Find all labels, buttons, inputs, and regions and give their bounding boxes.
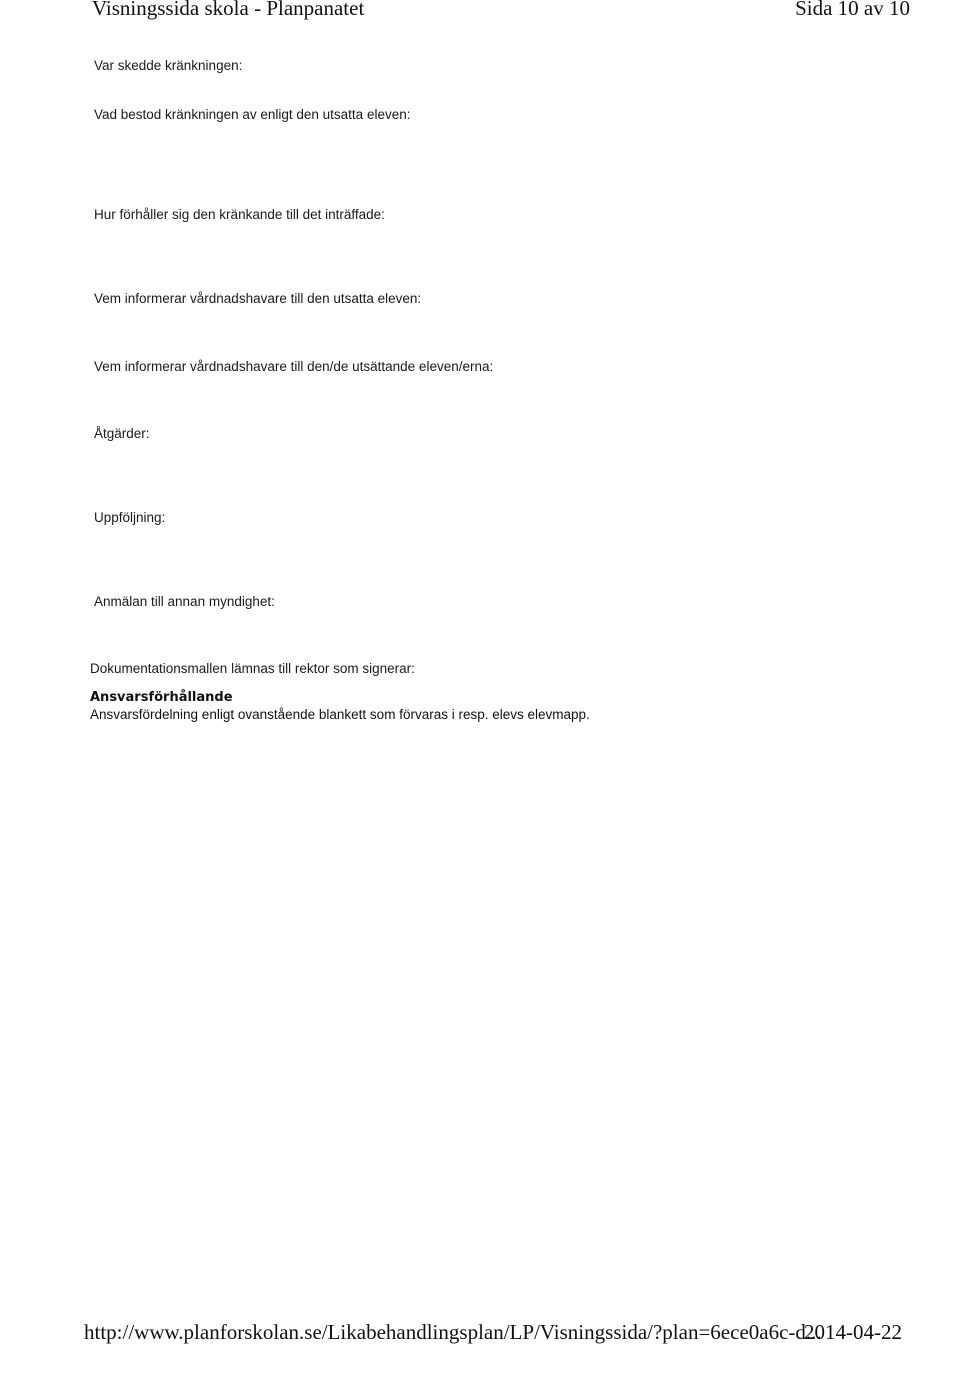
field-label-hur-forhaller: Hur förhåller sig den kränkande till det inträffade: xyxy=(94,207,385,222)
section-title-ansvarsforhallande: Ansvarsförhållande xyxy=(90,690,233,705)
field-label-vem-informerar-utsatta: Vem informerar vårdnadshavare till den utsatta eleven: xyxy=(94,291,422,306)
field-label-vad-bestod: Vad bestod kränkningen av enligt den utsatta eleven: xyxy=(94,107,411,122)
field-label-var-skedde: Var skedde kränkningen: xyxy=(94,58,243,73)
print-header-title: Visningssida skola - Planpanatet xyxy=(92,0,365,20)
print-footer-date: 2014-04-22 xyxy=(804,1320,902,1344)
field-label-anmalan: Anmälan till annan myndighet: xyxy=(94,594,275,609)
field-label-vem-informerar-utsattande: Vem informerar vårdnadshavare till den/de utsättande eleven/erna: xyxy=(94,359,494,374)
print-header-page-number: Sida 10 av 10 xyxy=(795,0,910,20)
field-label-uppfoljning: Uppföljning: xyxy=(94,510,166,525)
print-footer-url: http://www.planforskolan.se/Likabehandlingsplan/LP/Visningssida/?plan=6ece0a6c-d... xyxy=(84,1320,822,1344)
section-text-ansvarsfordelning: Ansvarsfördelning enligt ovanstående blankett som förvaras i resp. elevs elevmapp. xyxy=(90,707,590,722)
field-label-atgarder: Åtgärder: xyxy=(94,426,150,441)
field-label-dokumentationsmallen: Dokumentationsmallen lämnas till rektor som signerar: xyxy=(90,661,415,676)
